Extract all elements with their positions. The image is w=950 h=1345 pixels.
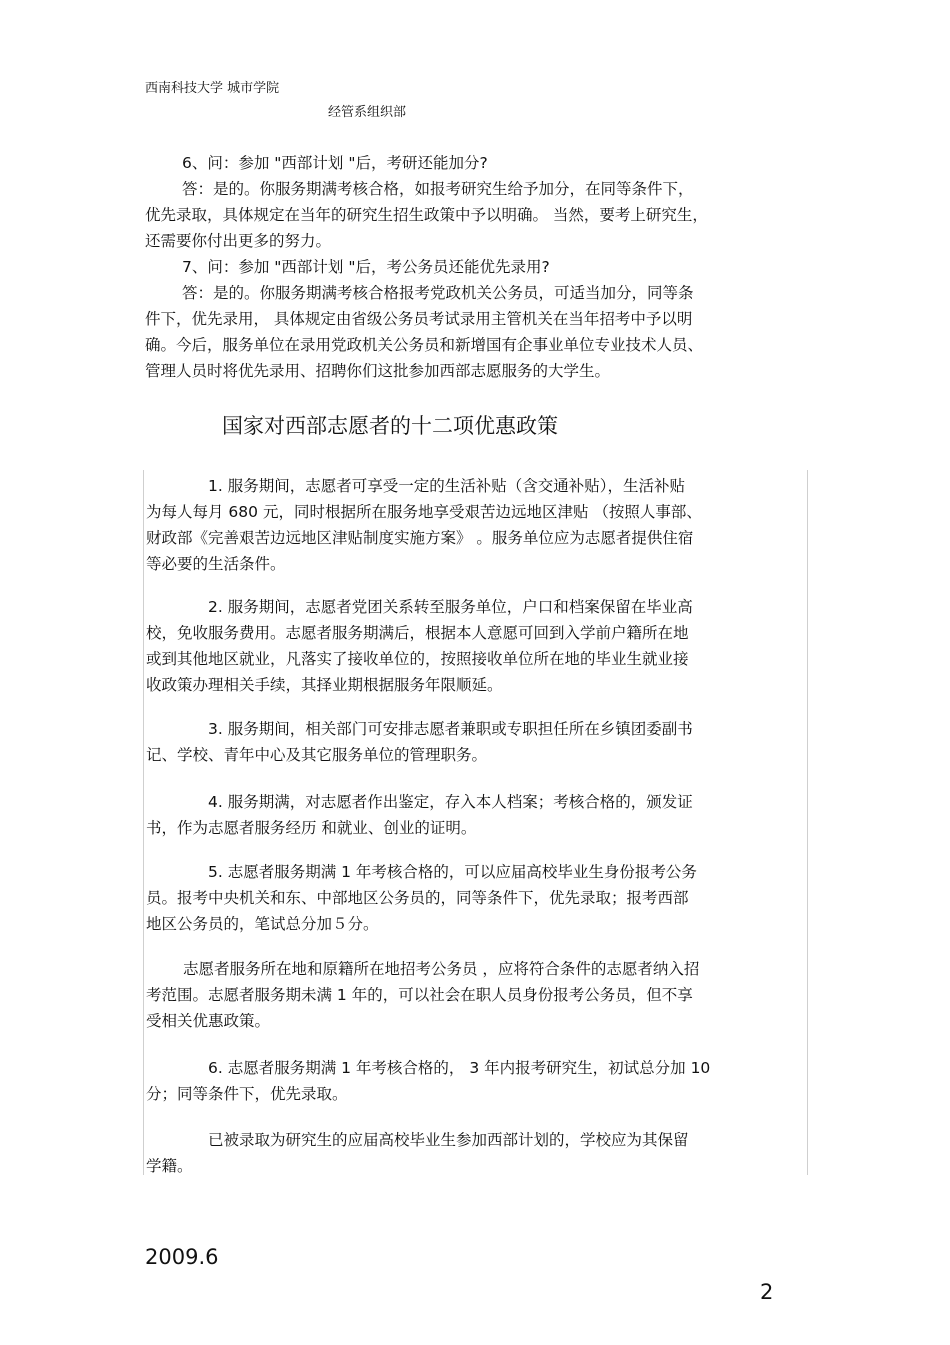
policy-item-6 — [146, 1055, 796, 1107]
policy-line: 6. 志愿者服务期满 1 年考核合格的， 3 年内报考研究生，初试总分加 10 — [208, 1059, 711, 1077]
policy-item-2 — [146, 594, 796, 698]
policy-line: 校，免收服务费用。志愿者服务期满后，根据本人意愿可回到入学前户籍所在地 — [146, 624, 689, 642]
policy-line: 志愿者服务所在地和原籍所在地招考公务员 ，应将符合条件的志愿者纳入招 — [183, 960, 700, 978]
policy-line: 分；同等条件下，优先录取。 — [146, 1085, 348, 1103]
policy-line: 1. 服务期间，志愿者可享受一定的生活补贴（含交通补贴），生活补贴 — [208, 477, 685, 495]
policy-line: 考范围。志愿者服务期未满 1 年的，可以社会在职人员身份报考公务员，但不享 — [146, 986, 693, 1004]
footer-date: 2009.6 — [145, 1245, 219, 1269]
header-department: 经管系组织部 — [328, 105, 407, 120]
policy-line: 财政部《完善艰苦边远地区津贴制度实施方案》 。服务单位应为志愿者提供住宿 — [146, 529, 694, 547]
policy-line: 记、学校、青年中心及其它服务单位的管理职务。 — [146, 746, 488, 764]
policy-line: 等必要的生活条件。 — [146, 555, 286, 573]
policy-line: 收政策办理相关手续，其择业期根据服务年限顺延。 — [146, 676, 503, 694]
answer-7-line: 确。今后，服务单位在录用党政机关公务员和新增国有企事业单位专业技术人员、 — [145, 336, 704, 354]
policy-line: 3. 服务期间，相关部门可安排志愿者兼职或专职担任所在乡镇团委副书 — [208, 720, 693, 738]
policy-line: 5. 志愿者服务期满 1 年考核合格的，可以应届高校毕业生身份报考公务 — [208, 863, 697, 881]
answer-6-line: 还需要你付出更多的努力。 — [145, 232, 332, 250]
policy-line: 地区公务员的，笔试总分加５分。 — [146, 915, 379, 933]
policy-line: 学籍。 — [146, 1157, 193, 1175]
policy-item-1 — [146, 473, 796, 577]
answer-7-line: 管理人员时将优先录用、招聘你们这批参加西部志愿服务的大学生。 — [145, 362, 611, 380]
answer-7-line: 件下，优先录用， 具体规定由省级公务员考试录用主管机关在当年招考中予以明 — [145, 310, 693, 328]
policy-line: 已被录取为研究生的应届高校毕业生参加西部计划的，学校应为其保留 — [208, 1131, 689, 1149]
policy-line: 或到其他地区就业，凡落实了接收单位的，按照接收单位所在地的毕业生就业接 — [146, 650, 689, 668]
answer-6-line: 答：是的。你服务期满考核合格，如报考研究生给予加分，在同等条件下， — [182, 180, 694, 198]
question-6: 6、问：参加 "西部计划 "后，考研还能加分? — [182, 154, 488, 172]
qa-section — [145, 150, 805, 384]
answer-7-line: 答：是的。你服务期满考核合格报考党政机关公务员，可适当加分，同等条 — [182, 284, 694, 302]
policy-item-6-note — [146, 1127, 796, 1179]
policy-line: 为每人每月 680 元，同时根据所在服务地享受艰苦边远地区津贴 （按照人事部、 — [146, 503, 702, 521]
policy-line: 受相关优惠政策。 — [146, 1012, 271, 1030]
answer-6-line: 优先录取，具体规定在当年的研究生招生政策中予以明确。 当然，要考上研究生， — [145, 206, 708, 224]
policy-line: 员。报考中央机关和东、中部地区公务员的，同等条件下，优先录取；报考西部 — [146, 889, 689, 907]
policy-line: 书，作为志愿者服务经历 和就业、创业的证明。 — [146, 819, 477, 837]
page-number: 2 — [760, 1280, 774, 1304]
policy-item-4 — [146, 789, 796, 841]
policy-item-3 — [146, 716, 796, 768]
policy-title: 国家对西部志愿者的十二项优惠政策 — [222, 414, 558, 438]
policy-line: 4. 服务期满，对志愿者作出鉴定，存入本人档案；考核合格的，颁发证 — [208, 793, 693, 811]
policy-item-5 — [146, 859, 796, 937]
header-school: 西南科技大学 城市学院 — [145, 81, 280, 96]
policy-line: 2. 服务期间，志愿者党团关系转至服务单位，户口和档案保留在毕业高 — [208, 598, 693, 616]
question-7: 7、问：参加 "西部计划 "后，考公务员还能优先录用? — [182, 258, 550, 276]
policy-item-5-note — [146, 956, 796, 1034]
